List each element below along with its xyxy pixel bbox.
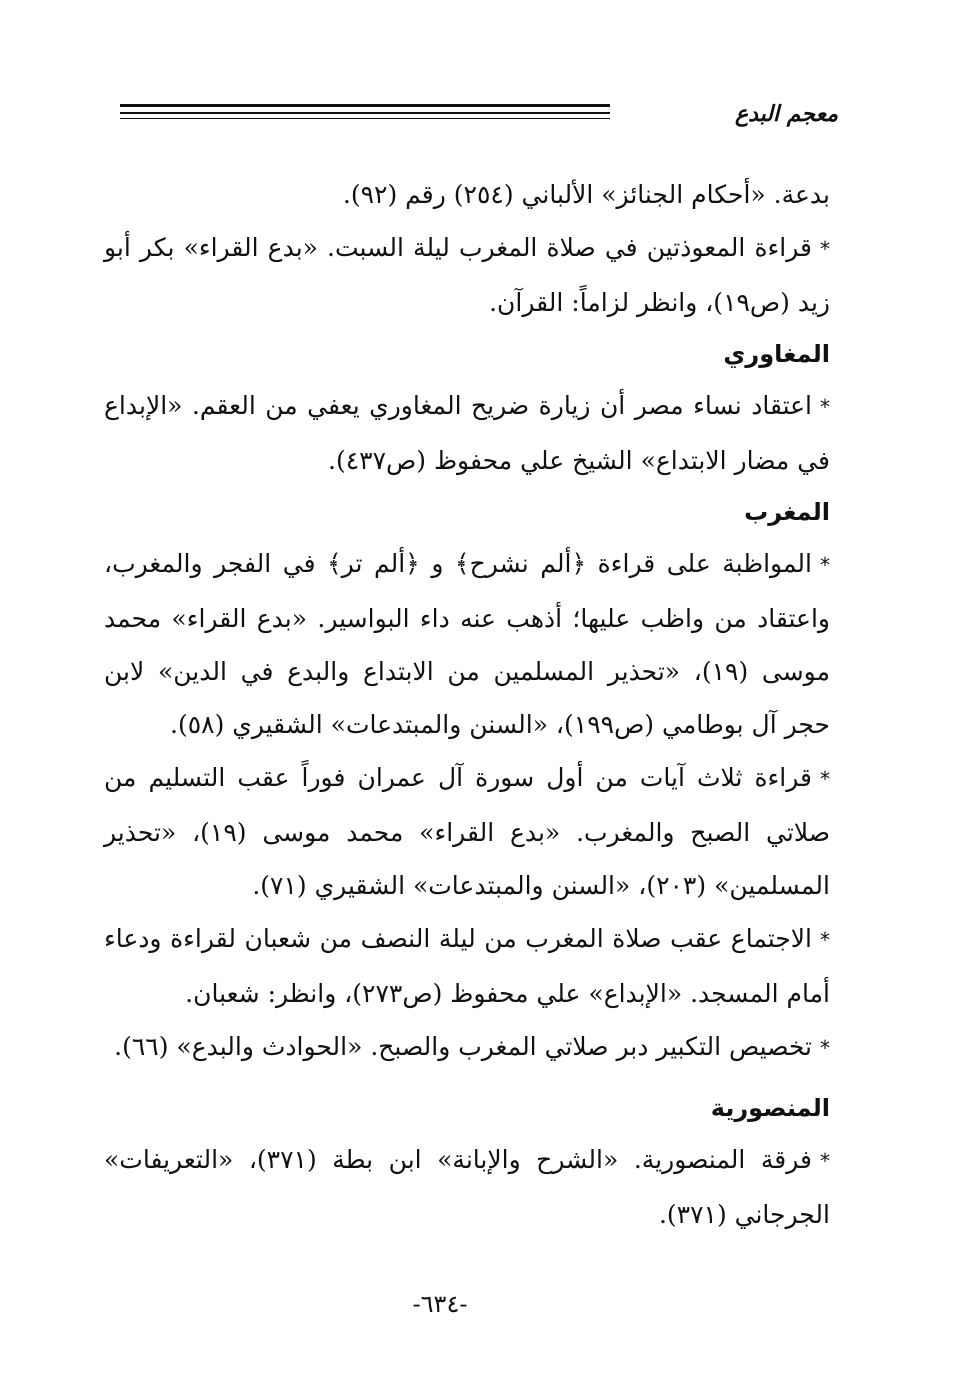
spacer xyxy=(104,1075,830,1083)
bullet-star-icon: * xyxy=(820,1036,830,1060)
entry-paragraph xyxy=(104,537,830,751)
entry-text: تخصيص التكبير دبر صلاتي المغرب والصبح. «الحوادث والبدع» (٦٦). xyxy=(114,1032,812,1061)
bullet-star-icon: * xyxy=(820,553,830,577)
header-rules xyxy=(120,104,610,122)
paragraph-continuation: بدعة. «أحكام الجنائز» الألباني (٢٥٤) رقم (٩٢). xyxy=(342,180,830,209)
header-rule xyxy=(120,104,610,107)
section-heading: المغاوري xyxy=(723,340,830,368)
entry-paragraph xyxy=(104,751,830,912)
header-rule xyxy=(120,118,610,119)
bullet-star-icon: * xyxy=(820,767,830,791)
entry-paragraph xyxy=(104,1133,830,1241)
entry-paragraph xyxy=(104,379,830,487)
bullet-star-icon: * xyxy=(820,1149,830,1173)
bullet-star-icon: * xyxy=(820,395,830,419)
entry-text: فرقة المنصورية. «الشرح والإبانة» ابن بطة (٣٧١)، «التعريفات» الجرجاني (٣٧١). xyxy=(104,1145,830,1229)
section-heading: المنصورية xyxy=(710,1094,830,1122)
entry-text: المواظبة على قراءة ﴿ألم نشرح﴾ و ﴿ألم تر﴾ في الفجر والمغرب، واعتقاد من واظب عليها؛ أذهب عنه داء البواسير. «بدع القراء» محمد موسى (١٩)، «تحذير المسلمين من الابتداع والبدع في الدين» لابن حجر آل بوطامي (ص١٩٩)، «السنن والمبتدعات» الشقيري (٥٨). xyxy=(104,549,830,739)
header-rule xyxy=(120,112,610,114)
entry-text: اعتقاد نساء مصر أن زيارة ضريح المغاوري يعفي من العقم. «الإبداع في مضار الابتداع» الشيخ علي محفوظ (ص٤٣٧). xyxy=(104,391,830,475)
section-heading: المغرب xyxy=(744,498,830,526)
page-number: -٦٣٤- xyxy=(412,1290,468,1318)
entry-text: قراءة ثلاث آيات من أول سورة آل عمران فوراً عقب التسليم من صلاتي الصبح والمغرب. «بدع القراء» محمد موسى (١٩)، «تحذير المسلمين» (٢٠٣)، «السنن والمبتدعات» الشقيري (٧١). xyxy=(104,763,830,900)
entry-text: قراءة المعوذتين في صلاة المغرب ليلة السبت. «بدع القراء» بكر أبو زيد (ص١٩)، وانظر لزاماً: القرآن. xyxy=(104,233,830,317)
entry-text: الاجتماع عقب صلاة المغرب من ليلة النصف من شعبان لقراءة ودعاء أمام المسجد. «الإبداع» علي محفوظ (ص٢٧٣)، وانظر: شعبان. xyxy=(104,924,830,1008)
bullet-star-icon: * xyxy=(820,237,830,261)
page-body xyxy=(104,168,830,1241)
running-title: معجم البدع xyxy=(734,102,838,127)
bullet-star-icon: * xyxy=(820,928,830,952)
entry-paragraph xyxy=(104,1020,830,1075)
entry-paragraph xyxy=(104,221,830,329)
entry-paragraph xyxy=(104,912,830,1020)
page-header xyxy=(120,98,838,142)
